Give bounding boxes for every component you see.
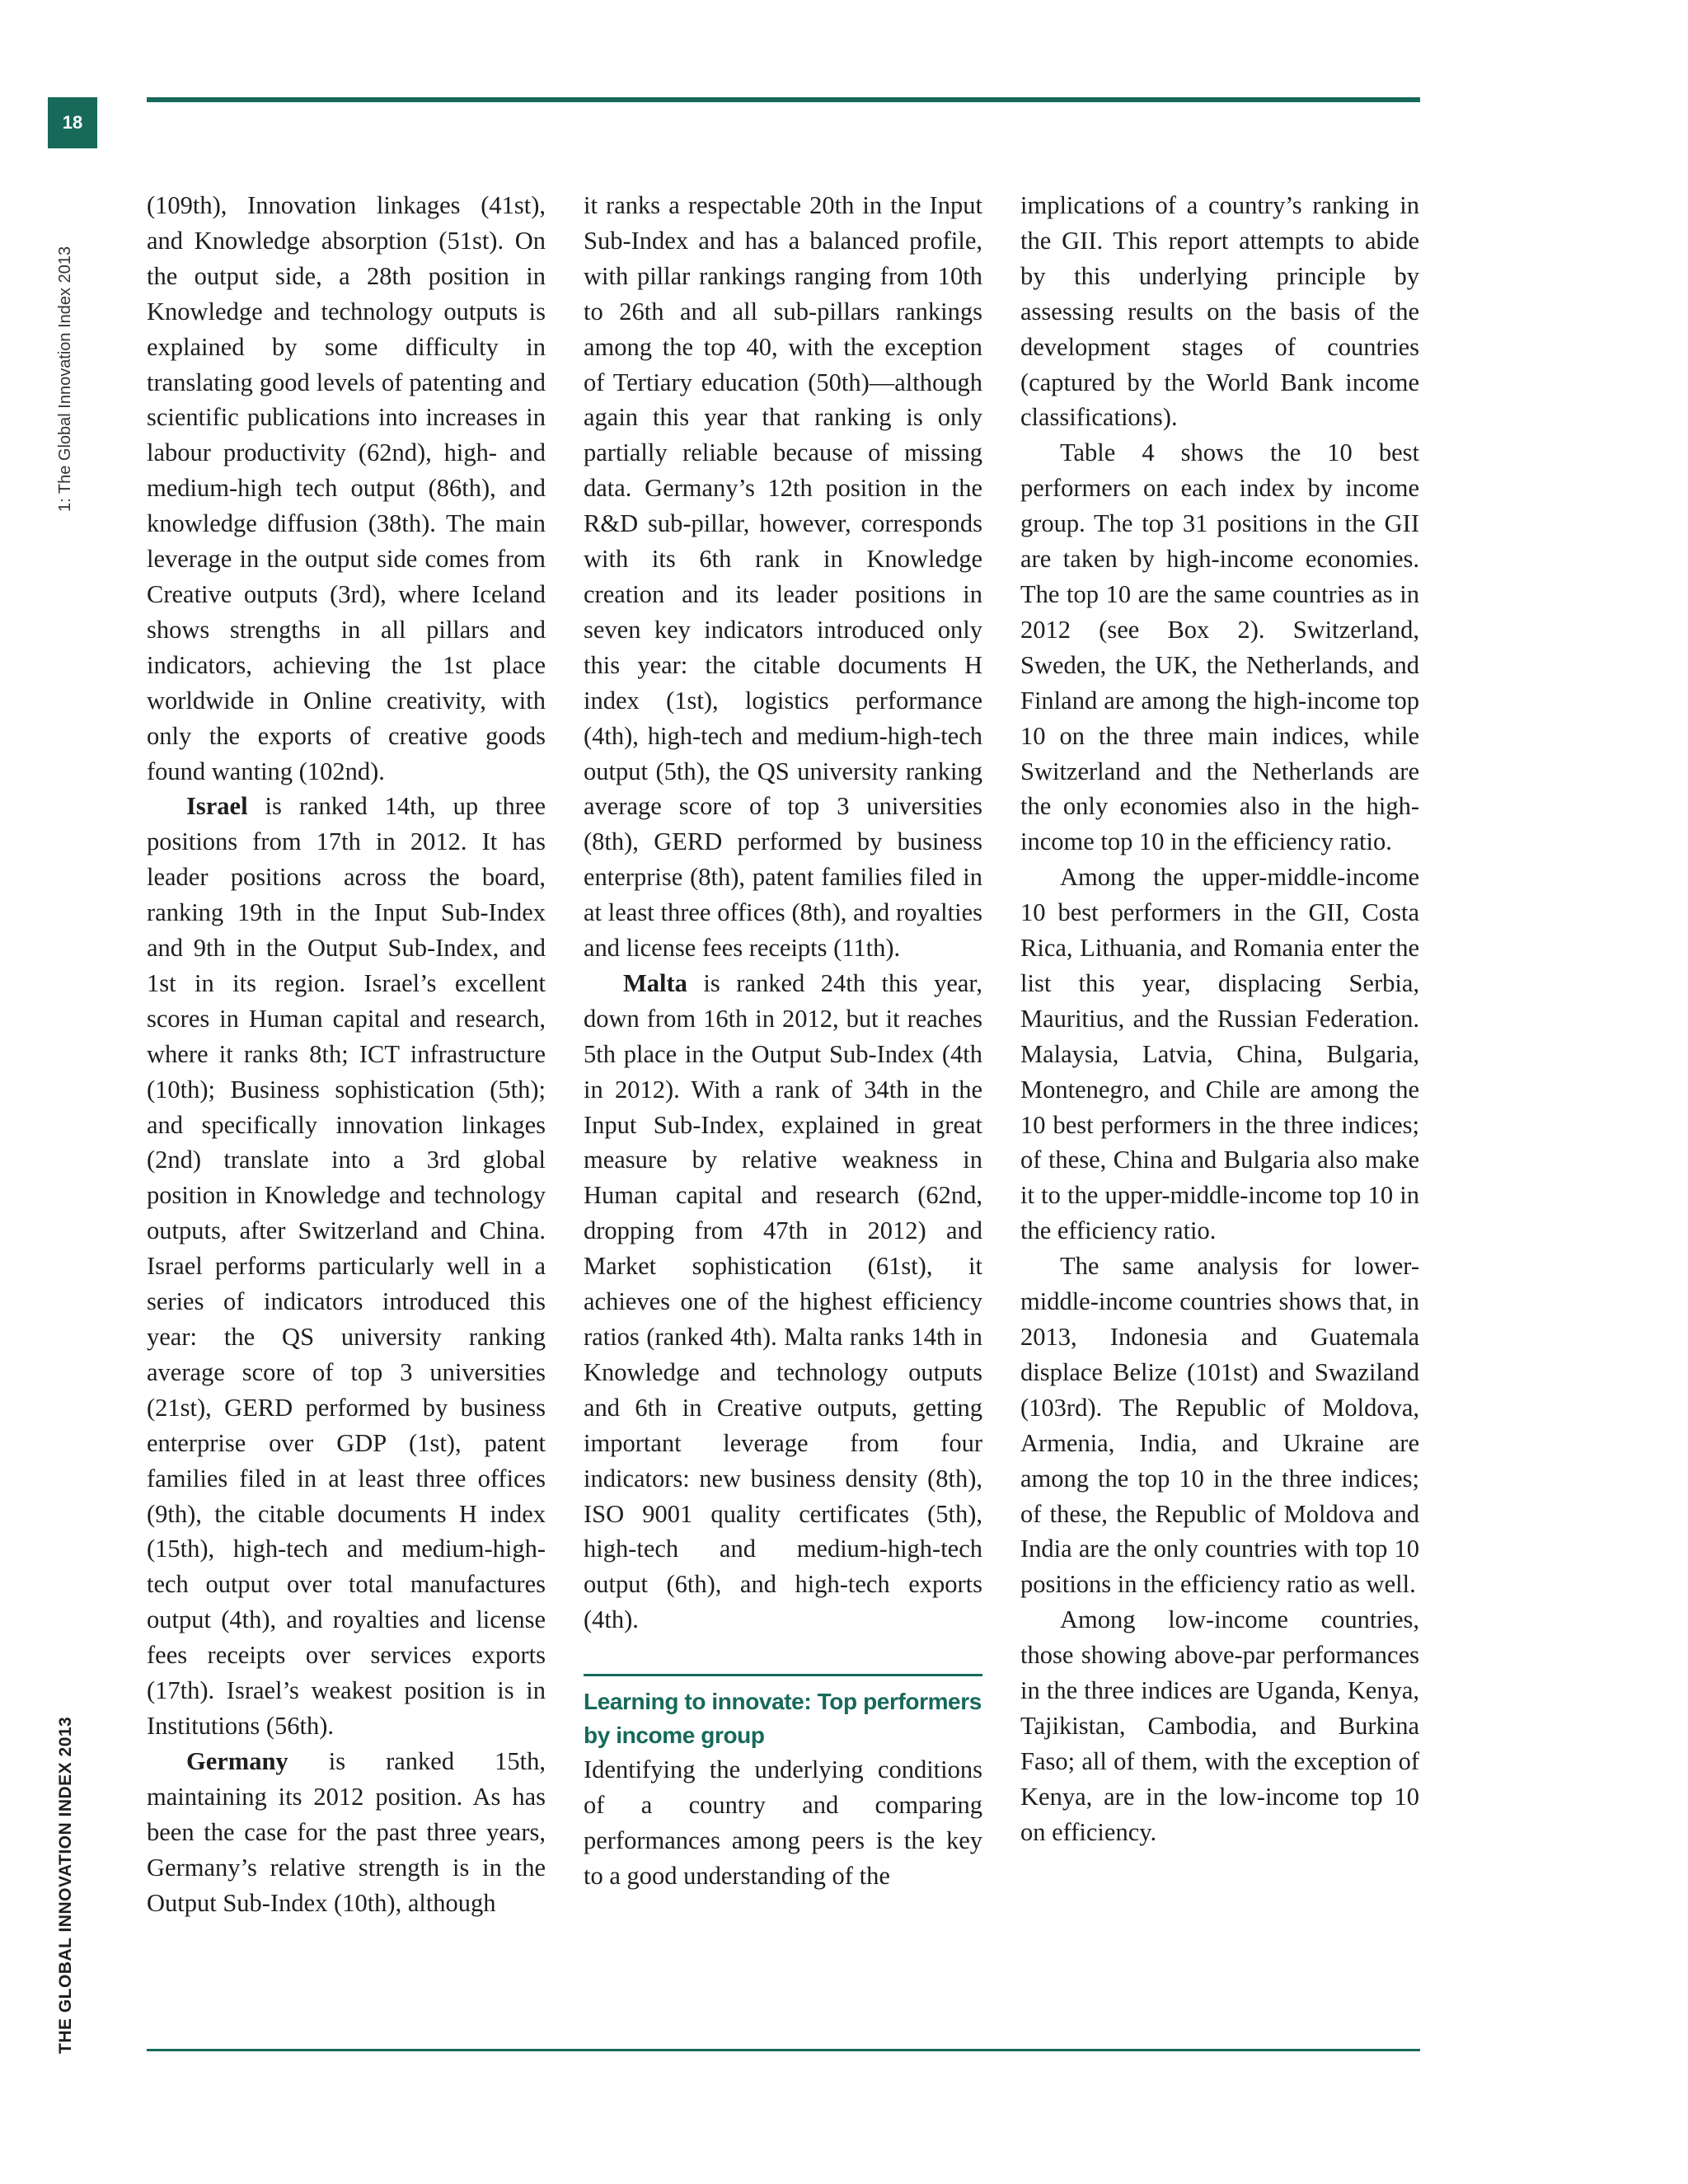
country-lead: Malta	[623, 968, 687, 997]
paragraph: it ranks a respectable 20th in the Input Sub-Index and has a balanced profile, with pillar rankings ranging from 10th to 26th and all sub-pillars rankings among the top 40, with the exception of Tertiary education (50th)—although again this year that ranking is only partially reliable because of missing data. Germany’s 12th position in the R&D sub-pillar, however, corresponds with its 6th rank in Knowledge creation and its leader positions in seven key indicators introduced only this year: the citable documents H index (1st), logistics performance (4th), high-tech and medium-high-tech output (5th), the QS university ranking average score of top 3 universities (8th), GERD performed by business enterprise (8th), patent families filed in at least three offices (8th), and royalties and license fees receipts (11th).	[584, 191, 982, 963]
paragraph-text: is ranked 24th this year, down from 16th in 2012, but it reaches 5th place in the Output Sub-Index (4th in 2012). With a rank of 34th in the Input Sub-Index, explained in great measure by relative weakness in Human capital and research (62nd, dropping from 47th in 2012) and Market sophistication (61st), it achieves one of the highest efficiency ratios (ranked 4th). Malta ranks 14th in Knowledge and technology outputs and 6th in Creative outputs, getting important leverage from four indicators: new business density (8th), ISO 9001 quality certificates (5th), high-tech and medium-high-tech output (6th), and high-tech exports (4th).	[584, 968, 982, 1634]
paragraph	[147, 1744, 546, 1921]
page-number: 18	[48, 97, 97, 148]
paragraph: Among low-income countries, those showing above-par performances in the three indices are Uganda, Kenya, Tajikistan, Cambodia, and Burkina Faso; all of them, with the exception of Kenya, are in the low-income top 10 on efficiency.	[1020, 1605, 1419, 1846]
paragraph: implications of a country’s ranking in the GII. This report attempts to abide by this underlying principle by assessing results on the basis of the development stages of countries (captured by the World Bank income classifications).	[1020, 191, 1419, 432]
paragraph: Among the upper-middle-income 10 best performers in the GII, Costa Rica, Lithuania, and Romania enter the list this year, displacing Serbia, Mauritius, and the Russian Federation. Malaysia, Latvia, China, Bulgaria, Montenegro, and Chile are among the 10 best performers in the three indices; of these, China and Bulgaria also make it to the upper-middle-income top 10 in the efficiency ratio.	[1020, 863, 1419, 1245]
paragraph-text: is ranked 14th, up three positions from 17th in 2012. It has leader positions across the board, ranking 19th in the Input Sub-Index and 9th in the Output Sub-Index, and 1st in its region. Israel’s excellent scores in Human capital and research, where it ranks 8th; ICT infrastructure (10th); Business sophistication (5th); and specifically innovation linkages (2nd) translate into a 3rd global position in Knowledge and technology outputs, after Switzerland and China. Israel performs particularly well in a series of indicators introduced this year: the QS university ranking average score of top 3 universities (21st), GERD performed by business enterprise over GDP (1st), patent families filed in at least three offices (9th), the citable documents H index (15th), high-tech and medium-high-tech output over total manufactures output (4th), and royalties and license fees receipts over services exports (17th). Israel’s weakest position is in Institutions (56th).	[147, 792, 546, 1740]
paragraph: Table 4 shows the 10 best performers on each index by income group. The top 31 positions in the GII are taken by high-income economies. The top 10 are the same countries as in 2012 (see Box 2). Switzerland, Sweden, the UK, the Netherlands, and Finland are among the high-income top 10 on the three main indices, while Switzerland and the Netherlands are the only economies also in the high-income top 10 in the efficiency ratio.	[1020, 438, 1419, 856]
section-rule	[584, 1674, 982, 1676]
paragraph: (109th), Innovation linkages (41st), and Knowledge absorption (51st). On the output side, a 28th position in Knowledge and technology outputs is explained by some difficulty in translating good levels of patenting and scientific publications into increases in labour productivity (62nd), high- and medium-high tech output (86th), and knowledge diffusion (38th). The main leverage in the output side comes from Creative outputs (3rd), where Iceland shows strengths in all pillars and indicators, achieving the 1st place worldwide in Online creativity, with only the exports of creative goods found wanting (102nd).	[147, 191, 546, 785]
journal-title: THE GLOBAL INNOVATION INDEX 2013	[56, 1716, 75, 2054]
header-rule	[147, 97, 1420, 102]
footer-rule	[147, 2049, 1420, 2051]
paragraph	[147, 789, 546, 1743]
paragraph: Identifying the underlying conditions of a country and comparing performances among peers is the key to a good understanding of the	[584, 1755, 982, 1890]
column-1	[147, 188, 546, 1920]
paragraph: The same analysis for lower-middle-income countries shows that, in 2013, Indonesia and Guatemala displace Belize (101st) and Swaziland (103rd). The Republic of Moldova, Armenia, India, and Ukraine are among the top 10 in the three indices; of these, the Republic of Moldova and India are the only countries with top 10 positions in the efficiency ratio as well.	[1020, 1252, 1419, 1599]
column-2	[584, 188, 982, 1894]
column-3	[1020, 188, 1419, 1850]
paragraph-text: is ranked 15th, maintaining its 2012 position. As has been the case for the past three years, Germany’s relative strength is in the Output Sub-Index (10th), although	[147, 1746, 546, 1917]
section-heading: Learning to innovate: Top performers by income group	[584, 1689, 982, 1749]
paragraph	[584, 966, 982, 1638]
country-lead: Israel	[186, 792, 248, 821]
running-head: 1: The Global Innovation Index 2013	[56, 246, 74, 512]
country-lead: Germany	[186, 1746, 288, 1775]
